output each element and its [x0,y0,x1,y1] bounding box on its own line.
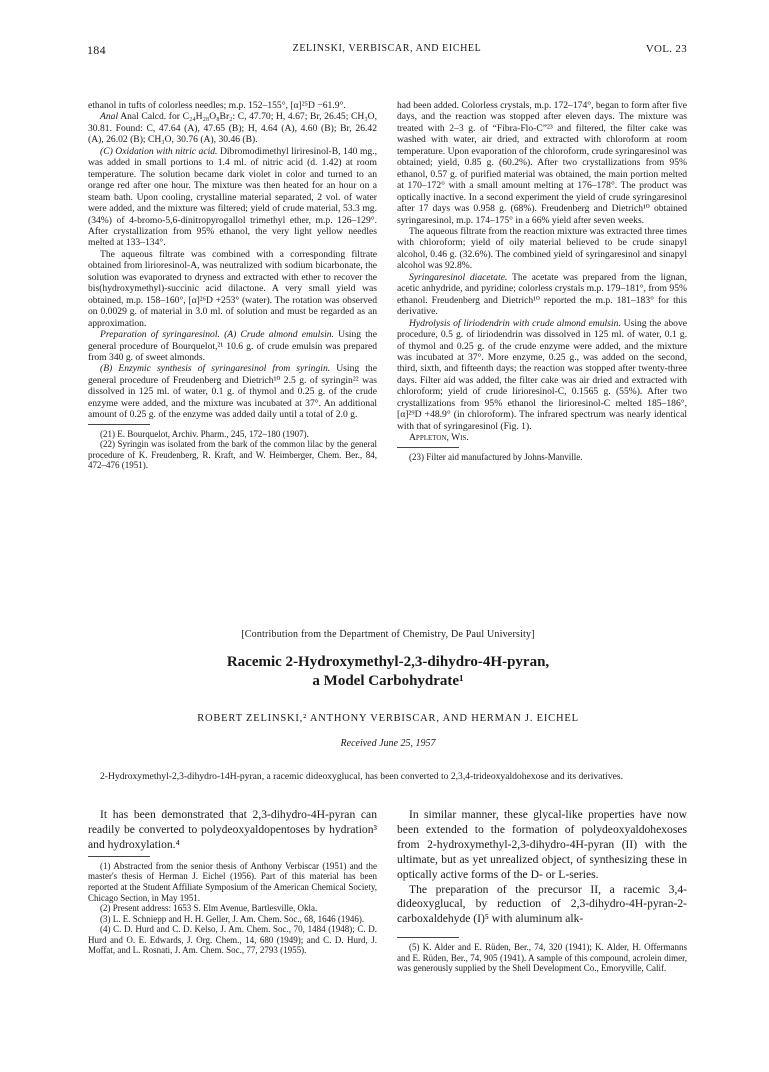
paragraph: In similar manner, these glycal-like properties have now been extended to the formation of polydeoxyaldohexoses from 2-hydroxymethyl-2,3-dihydro-4H-pyran (II) with the ultimate, but as yet unrealized object, of synthesizing these in optically active forms of the D- or L-series. [397,808,687,881]
contribution-line: [Contribution from the Department of Chemistry, De Paul University] [241,629,535,640]
page-number: 184 [87,43,106,57]
footnote: (22) Syringin was isolated from the bark of the common lilac by the general procedure of K. Freudenberg, R. Kraft, and W. Heimberger, Chem. Ber., 84, 472–476 (1951). [88,439,377,471]
footnote-divider [397,937,459,938]
paragraph: (C) Oxidation with nitric acid. Dibromodimethyl liriresinol-B, 140 mg., was added in small portions to 1.4 ml. of nitric acid (d. 1.42) at room temperature. The solution became dark violet in color and turned to an orange red after one hour. The mixture was then heated for an hour on a steam bath. Upon cooling, crystalline material separated, 2 vol. of water were added, and the mixture was filtered; yield of crude material, 53.3 mg. (34%) of 4-bromo-5,6-dinitropyrogallol trimethyl ether, m.p. 126–129°. After crystallization from 95% ethanol, the very light yellow needles melted at 133–134°. [88,145,377,249]
footnote-divider [397,447,459,448]
paragraph-lead: Anal [100,111,119,123]
footnote: (3) L. E. Schniepp and H. H. Geller, J. Am. Chem. Soc., 68, 1646 (1946). [100,913,365,924]
left-column-body [88,808,377,956]
footnotes [397,942,687,974]
running-title: ZELINSKI, VERBISCAR, AND EICHEL [292,43,482,54]
title-line: a Model Carbohydrate¹ [312,673,464,689]
paragraph-lead: Hydrolysis of liriodendrin with crude almond emulsin. [409,317,621,329]
paragraph: Hydrolysis of liriodendrin with crude almond emulsin. Using the above procedure, 0.5 g. of liriodendrin was dissolved in 125 ml. of water, 0.1 g. of thymol and 0.25 g. of the crude enzyme were added, and the mixture was incubated at 37°. More enzyme, 0.25 g., was added on the second, third, sixth, and fifteenth days; the reaction was stopped after twenty-three days. Filter aid was added, the filter cake was air dried and extracted with chloroform; yield of crude lirioresinol-C, 0.1565 g. (55%). After two crystallizations from 95% ethanol the lirioresinol-C melted 185–186°, [α]²⁹D +48.9° (in chloroform). The infrared spectrum was nearly identical with that of syringaresinol (Fig. 1). [397,317,687,432]
footnote: (21) E. Bourquelot, Archiv. Pharm., 245, 172–180 (1907). [100,428,309,439]
received-date: Received June 25, 1957 [340,738,436,749]
footnotes [88,861,377,956]
footnote-divider [88,856,150,857]
paragraph-lead: Syringaresinol diacetate. [409,271,508,283]
paragraph: The preparation of the precursor II, a racemic 3,4-dideoxyglucal, by reduction of 2,3-dihydro-4H-pyran-2-carboxaldehyde (I)⁵ with aluminum alk- [397,882,687,926]
paragraph-lead: (C) Oxidation with nitric acid. [100,145,218,157]
title-line: Racemic 2-Hydroxymethyl-2,3-dihydro-4H-pyran, [226,654,550,670]
paragraph-lead: Preparation of syringaresinol. (A) Crude almond emulsin. [100,329,334,341]
paragraph: had been added. Colorless crystals, m.p. 172–174°, began to form after five days, and the reaction was stopped after eleven days. The mixture was treated with 2–3 g. of “Fibra-Flo-C”²³ and filtered, the filter cake was washed with water, air dried, and extracted with chloroform at room temperature. Upon evaporation of the chloroform, crude syringaresinol was obtained; yield, 0.85 g. (60.2%). After two crystallizations from 95% ethanol, 0.57 g. of purified material was obtained, the main portion melted at 170–172° with a small amount melting at 176–178°. The product was optically inactive. In a second experiment the yield of crude syringaresinol after 17 days was 0.958 g. (68%). Freudenberg and Dietrich¹⁰ obtained syringaresinol, m.p. 174–175° in a 66% yield after seven weeks. [397,100,687,226]
paragraph: The aqueous filtrate from the reaction mixture was extracted three times with chloroform; yield of oily material believed to be crude sinapyl alcohol, 0.46 g. (32.6%). The combined yield of syringaresinol and sinapyl alcohol was 92.8%. [397,225,687,272]
paragraph: (B) Enzymic synthesis of syringaresinol from syringin. Using the general procedure of Freudenberg and Dietrich¹⁰ 2.5 g. of syringin²² was dissolved in 125 ml. of water, 0.1 g. of thymol and 0.25 g. of the crude enzyme were added, and the mixture was incubated at 37°. An additional amount of 0.25 g. of the enzyme was added daily until a total of 2.0 g. [88,363,377,421]
location-signature: Appleton, Wis. [409,432,469,444]
right-column-top [397,100,687,462]
footnote: (5) K. Alder and E. Rüden, Ber., 74, 320 (1941); K. Alder, H. Offermanns and E. Rüden, Ber., 74, 905 (1941). A sample of this compound, acrolein dimer, was generously supplied by the Shell Development Co., Emoryville, Calif. [397,942,687,974]
paragraph: Anal Anal Calcd. for C₂₄H₂₈O₈Br₂: C, 47.70; H, 4.67; Br, 26.45; CH₃O, 30.81. Found: C, 47.64 (A), 47.65 (B); H, 4.64 (A), 4.60 (B); Br, 26.42 (A), 26.02 (B); CH₃O, 30.76 (A), 30.46 (B). [88,111,377,146]
paragraph: Preparation of syringaresinol. (A) Crude almond emulsin. Using the general procedure of Bourquelot,²¹ 10.6 g. of crude emulsin was prepared from 340 g. of sweet almonds. [88,329,377,363]
body-text [397,808,687,927]
footnote: (1) Abstracted from the senior thesis of Anthony Verbiscar (1951) and the master's thesis of Herman J. Eichel (1956). Part of this material has been reported at the Student Affiliate Symposium of the American Chemical Society, Chicago Section, in May 1951. [88,860,377,903]
article-title [88,653,688,691]
footnote: (4) C. D. Hurd and C. D. Kelso, J. Am. Chem. Soc., 70, 1484 (1948); C. D. Hurd and O. E. Edwards, J. Org. Chem., 14, 680 (1949); and C. D. Hurd, J. Moffat, and L. Rosnati, J. Am. Chem. Soc., 77, 2793 (1955). [88,924,377,956]
right-column-body [397,808,687,974]
page-header [87,43,687,59]
paragraph-lead: (B) Enzymic synthesis of syringaresinol from syringin. [100,363,331,375]
paragraph: ethanol in tufts of colorless needles; m.p. 152–155°, [α]²⁵D −61.9°. [88,100,346,111]
authors: ROBERT ZELINSKI,² ANTHONY VERBISCAR, AND HERMAN J. EICHEL [197,713,579,724]
footnote: (23) Filter aid manufactured by Johns-Manville. [409,451,583,462]
footnote-divider [88,424,150,425]
footnote: (2) Present address: 1653 S. Elm Avenue, Bartlesville, Okla. [100,903,318,914]
paragraph: It has been demonstrated that 2,3-dihydro-4H-pyran can readily be converted to polydeoxyaldopentoses by hydration³ and hydroxylation.⁴ [88,808,377,851]
body-text [88,808,377,853]
paragraph: Syringaresinol diacetate. The acetate was prepared from the lignan, acetic anhydride, and pyridine; colorless crystals m.p. 179–181°, from 95% ethanol. Freudenberg and Dietrich¹⁰ reported the m.p. 181–183° for this derivative. [397,271,687,318]
paragraph: The aqueous filtrate was combined with a corresponding filtrate obtained from lirioresinol-A, was neutralized with sodium bicarbonate, the solution was evaporated to dryness and extracted with ether to recover the bis(hydroxymethyl)-succinic acid dilactone. A very small yield was obtained, m.p. 158–160°, [α]²⁶D +253° (water). The rotation was observed on 0.0029 g. of material in 3.0 ml. of solution and must be regarded as an approximation. [88,248,377,329]
abstract: 2-Hydroxymethyl-2,3-dihydro-14H-pyran, a racemic dideoxyglucal, has been converted to 2,3,4-trideoxyaldohexose and its derivatives. [100,771,623,782]
left-column-top [88,100,377,471]
volume-label: VOL. 23 [645,43,687,55]
